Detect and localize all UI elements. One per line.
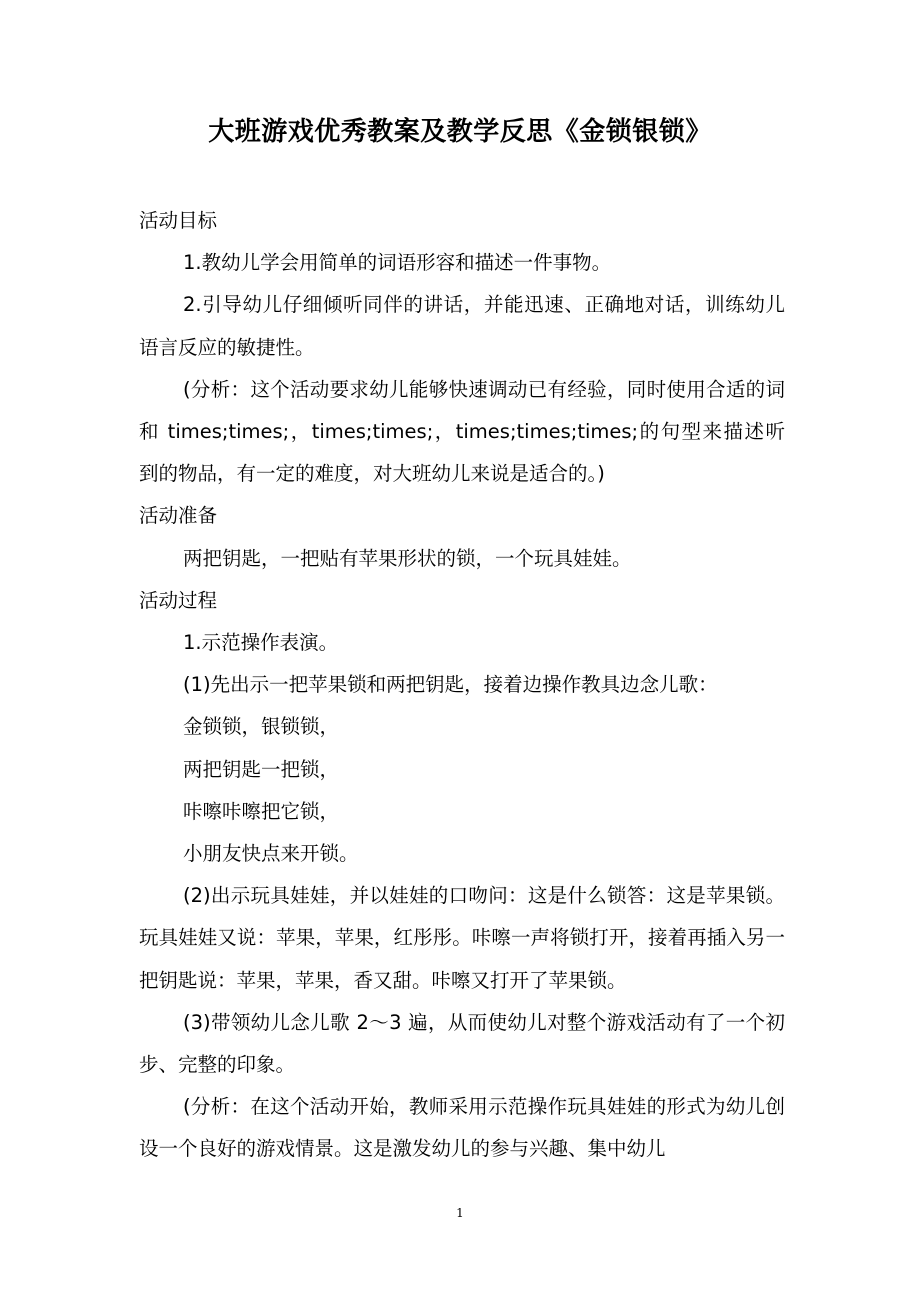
- poem-line: 咔嚓咔嚓把它锁，: [183, 799, 340, 823]
- page-number: 1: [456, 1206, 464, 1220]
- document-title: 大班游戏优秀教案及教学反思《金锁银锁》: [208, 117, 712, 147]
- paragraph: 2.引导幼儿仔细倾听同伴的讲话，并能迅速、正确地对话，训练幼儿语言反应的敏捷性。: [139, 293, 785, 359]
- document-body: [139, 200, 785, 1171]
- poem-line: 金锁锁，银锁锁，: [183, 715, 340, 739]
- section-heading-goals: 活动目标: [139, 209, 218, 232]
- paragraph: (2)出示玩具娃娃，并以娃娃的口吻问：这是什么锁答：这是苹果锁。玩具娃娃又说：苹果，苹果，红彤彤。咔嚓一声将锁打开，接着再插入另一把钥匙说：苹果，苹果，香又甜。咔嚓又打开了苹果锁。: [139, 884, 785, 992]
- paragraph: 1.示范操作表演。: [183, 631, 339, 655]
- poem-line: 小朋友快点来开锁。: [183, 842, 359, 866]
- paragraph: (3)带领幼儿念儿歌 2～3 遍，从而使幼儿对整个游戏活动有了一个初步、完整的印象。: [139, 1010, 785, 1077]
- poem-line: 两把钥匙一把锁，: [183, 757, 340, 781]
- section-heading-preparation: 活动准备: [139, 504, 218, 528]
- paragraph: (分析：这个活动要求幼儿能够快速调动已有经验，同时使用合适的词和 times;times;，times;times;，times;times;times;的句型来描述听到的物品，有一定的难度，对大班幼儿来说是适合的。): [139, 377, 785, 486]
- paragraph: (分析：在这个活动开始，教师采用示范操作玩具娃娃的形式为幼儿创设一个良好的游戏情景。这是激发幼儿的参与兴趣、集中幼儿: [139, 1095, 785, 1161]
- paragraph: 两把钥匙，一把贴有苹果形状的锁，一个玩具娃娃。: [183, 546, 632, 570]
- section-heading-process: 活动过程: [139, 588, 218, 612]
- paragraph: 1.教幼儿学会用简单的词语形容和描述一件事物。: [183, 251, 612, 275]
- paragraph: (1)先出示一把苹果锁和两把钥匙，接着边操作教具边念儿歌：: [183, 673, 718, 697]
